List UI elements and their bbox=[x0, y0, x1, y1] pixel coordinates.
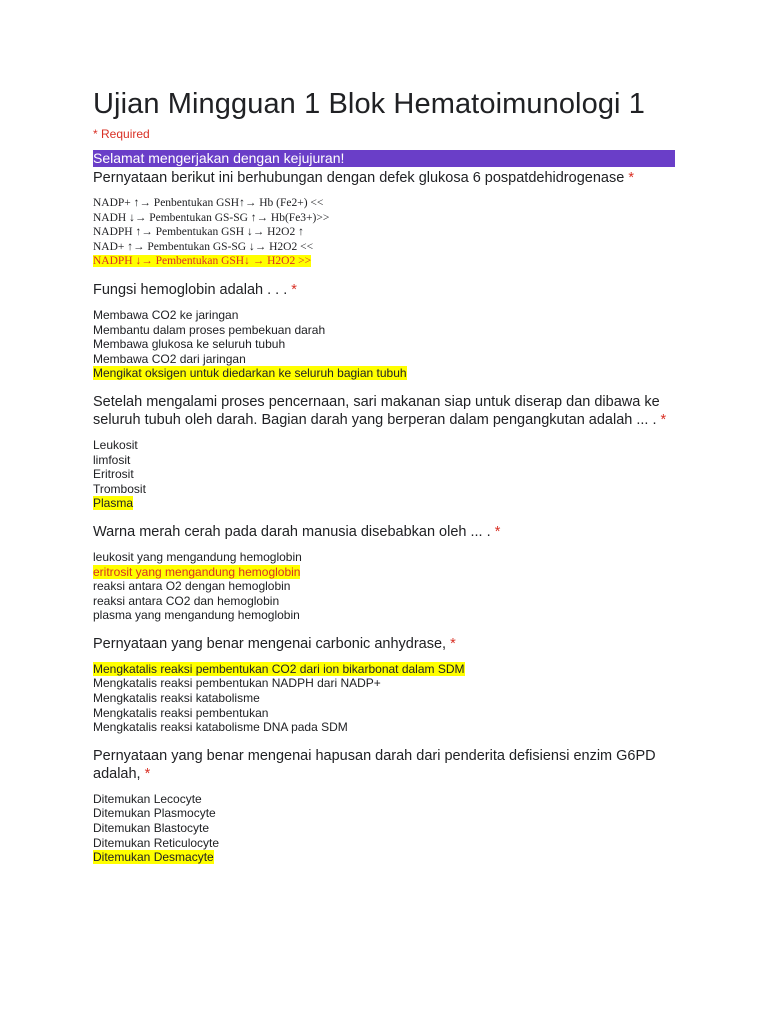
option-list bbox=[93, 792, 693, 865]
required-star: * bbox=[628, 170, 634, 186]
answer-option-label: limfosit bbox=[93, 452, 131, 467]
required-star: * bbox=[660, 411, 667, 428]
answer-option-label: Membantu dalam proses pembekuan darah bbox=[93, 322, 326, 337]
answer-option-label: NADPH ↑→ Pembentukan GSH ↓→ H2O2 ↑ bbox=[93, 226, 304, 239]
answer-option-label: leukosit yang mengandung hemoglobin bbox=[93, 549, 302, 564]
answer-option-label: Membawa CO2 dari jaringan bbox=[93, 351, 246, 366]
required-star: * bbox=[144, 765, 151, 782]
answer-option[interactable] bbox=[93, 308, 693, 323]
answer-option[interactable] bbox=[93, 836, 693, 851]
answer-option-label: Ditemukan Plasmocyte bbox=[93, 806, 216, 821]
answer-option-label: plasma yang mengandung hemoglobin bbox=[93, 608, 300, 623]
answer-option[interactable] bbox=[93, 720, 693, 735]
option-list bbox=[93, 196, 693, 269]
answer-option[interactable] bbox=[93, 565, 693, 580]
question-label: Pernyataan yang benar mengenai carbonic anhydrase, bbox=[93, 635, 447, 652]
question-label: Warna merah cerah pada darah manusia disebabkan oleh ... . bbox=[93, 523, 491, 540]
answer-option[interactable] bbox=[93, 821, 693, 836]
question-label: Pernyataan berikut ini berhubungan dengan defek glukosa 6 pospatdehidrogenase bbox=[93, 170, 625, 186]
question-block bbox=[93, 393, 693, 511]
answer-option[interactable] bbox=[93, 691, 693, 706]
option-list bbox=[93, 662, 693, 735]
answer-option[interactable] bbox=[93, 467, 693, 482]
answer-option-label: Trombosit bbox=[93, 481, 146, 496]
question-text bbox=[93, 523, 675, 541]
question-text bbox=[93, 635, 675, 653]
required-note: * Required bbox=[93, 127, 150, 141]
answer-option-label: reaksi antara CO2 dan hemoglobin bbox=[93, 593, 280, 608]
answer-option[interactable] bbox=[93, 352, 693, 367]
answer-option-label: Mengkatalis reaksi katabolisme bbox=[93, 691, 260, 706]
required-star: * bbox=[494, 523, 501, 540]
answer-option[interactable] bbox=[93, 594, 693, 609]
answer-option[interactable] bbox=[93, 579, 693, 594]
answer-option-label: Ditemukan Desmacyte bbox=[93, 850, 214, 865]
answer-option[interactable] bbox=[93, 254, 693, 269]
question-block bbox=[93, 635, 693, 735]
question-label: Fungsi hemoglobin adalah . . . bbox=[93, 281, 288, 298]
question-block bbox=[93, 523, 693, 623]
answer-option[interactable] bbox=[93, 438, 693, 453]
required-star: * bbox=[450, 635, 456, 652]
answer-option[interactable] bbox=[93, 792, 693, 807]
answer-option[interactable] bbox=[93, 225, 693, 240]
answer-option[interactable] bbox=[93, 323, 693, 338]
question-text bbox=[93, 393, 675, 429]
answer-option[interactable] bbox=[93, 608, 693, 623]
answer-option-label: Ditemukan Blastocyte bbox=[93, 821, 210, 836]
answer-option[interactable] bbox=[93, 240, 693, 255]
option-list bbox=[93, 308, 693, 381]
answer-option-label: eritrosit yang mengandung hemoglobin bbox=[93, 564, 301, 579]
answer-option-label: Mengkatalis reaksi pembentukan bbox=[93, 705, 269, 720]
answer-option-label: Eritrosit bbox=[93, 467, 134, 482]
answer-option[interactable] bbox=[93, 662, 693, 677]
answer-option-label: NAD+ ↑→ Pembentukan GS-SG ↓→ H2O2 << bbox=[93, 240, 314, 253]
option-list bbox=[93, 438, 693, 511]
answer-option[interactable] bbox=[93, 482, 693, 497]
answer-option[interactable] bbox=[93, 706, 693, 721]
question-block bbox=[93, 169, 693, 269]
question-label: Setelah mengalami proses pencernaan, sari makanan siap untuk diserap dan dibawa ke seluruh tubuh oleh darah. Bagian darah yang berperan dalam pengangkutan adalah ... . bbox=[93, 393, 660, 428]
question-text bbox=[93, 281, 675, 299]
answer-option-label: NADP+ ↑→ Penbentukan GSH↑→ Hb (Fe2+) << bbox=[93, 197, 324, 209]
answer-option-label: Ditemukan Reticulocyte bbox=[93, 835, 220, 850]
answer-option-label: Mengkatalis reaksi pembentukan CO2 dari ion bikarbonat dalam SDM bbox=[93, 661, 465, 676]
answer-option[interactable] bbox=[93, 550, 693, 565]
answer-option-label: reaksi antara O2 dengan hemoglobin bbox=[93, 579, 291, 594]
required-star: * bbox=[291, 281, 297, 298]
answer-option[interactable] bbox=[93, 676, 693, 691]
answer-option[interactable] bbox=[93, 337, 693, 352]
option-list bbox=[93, 550, 693, 623]
answer-option-label: Plasma bbox=[93, 496, 134, 511]
answer-option-label: Mengkatalis reaksi pembentukan NADPH dari NADP+ bbox=[93, 676, 381, 691]
question-label: Pernyataan yang benar mengenai hapusan darah dari penderita defisiensi enzim G6PD adalah, bbox=[93, 747, 656, 782]
answer-option-label: Mengikat oksigen untuk diedarkan ke seluruh bagian tubuh bbox=[93, 366, 407, 381]
question-text bbox=[93, 169, 675, 187]
question-list bbox=[93, 169, 693, 865]
answer-option[interactable] bbox=[93, 496, 693, 511]
form-title: Ujian Mingguan 1 Blok Hematoimunologi 1 bbox=[93, 88, 645, 120]
answer-option[interactable] bbox=[93, 211, 693, 226]
section-banner: Selamat mengerjakan dengan kejujuran! bbox=[93, 150, 675, 167]
answer-option-label: NADPH ↓→ Pembentukan GSH↓ → H2O2 >> bbox=[93, 255, 312, 268]
answer-option-label: Membawa CO2 ke jaringan bbox=[93, 307, 239, 322]
answer-option-label: Ditemukan Lecocyte bbox=[93, 791, 202, 806]
question-text bbox=[93, 747, 675, 783]
answer-option-label: NADH ↓→ Pembentukan GS-SG ↑→ Hb(Fe3+)>> bbox=[93, 211, 330, 224]
answer-option[interactable] bbox=[93, 366, 693, 381]
answer-option[interactable] bbox=[93, 453, 693, 468]
answer-option-label: Membawa glukosa ke seluruh tubuh bbox=[93, 337, 286, 352]
answer-option[interactable] bbox=[93, 850, 693, 865]
answer-option-label: Mengkatalis reaksi katabolisme DNA pada SDM bbox=[93, 720, 348, 735]
answer-option[interactable] bbox=[93, 806, 693, 821]
question-block bbox=[93, 281, 693, 381]
answer-option[interactable] bbox=[93, 196, 693, 211]
question-block bbox=[93, 747, 693, 865]
form-container bbox=[93, 86, 693, 865]
answer-option-label: Leukosit bbox=[93, 437, 138, 452]
